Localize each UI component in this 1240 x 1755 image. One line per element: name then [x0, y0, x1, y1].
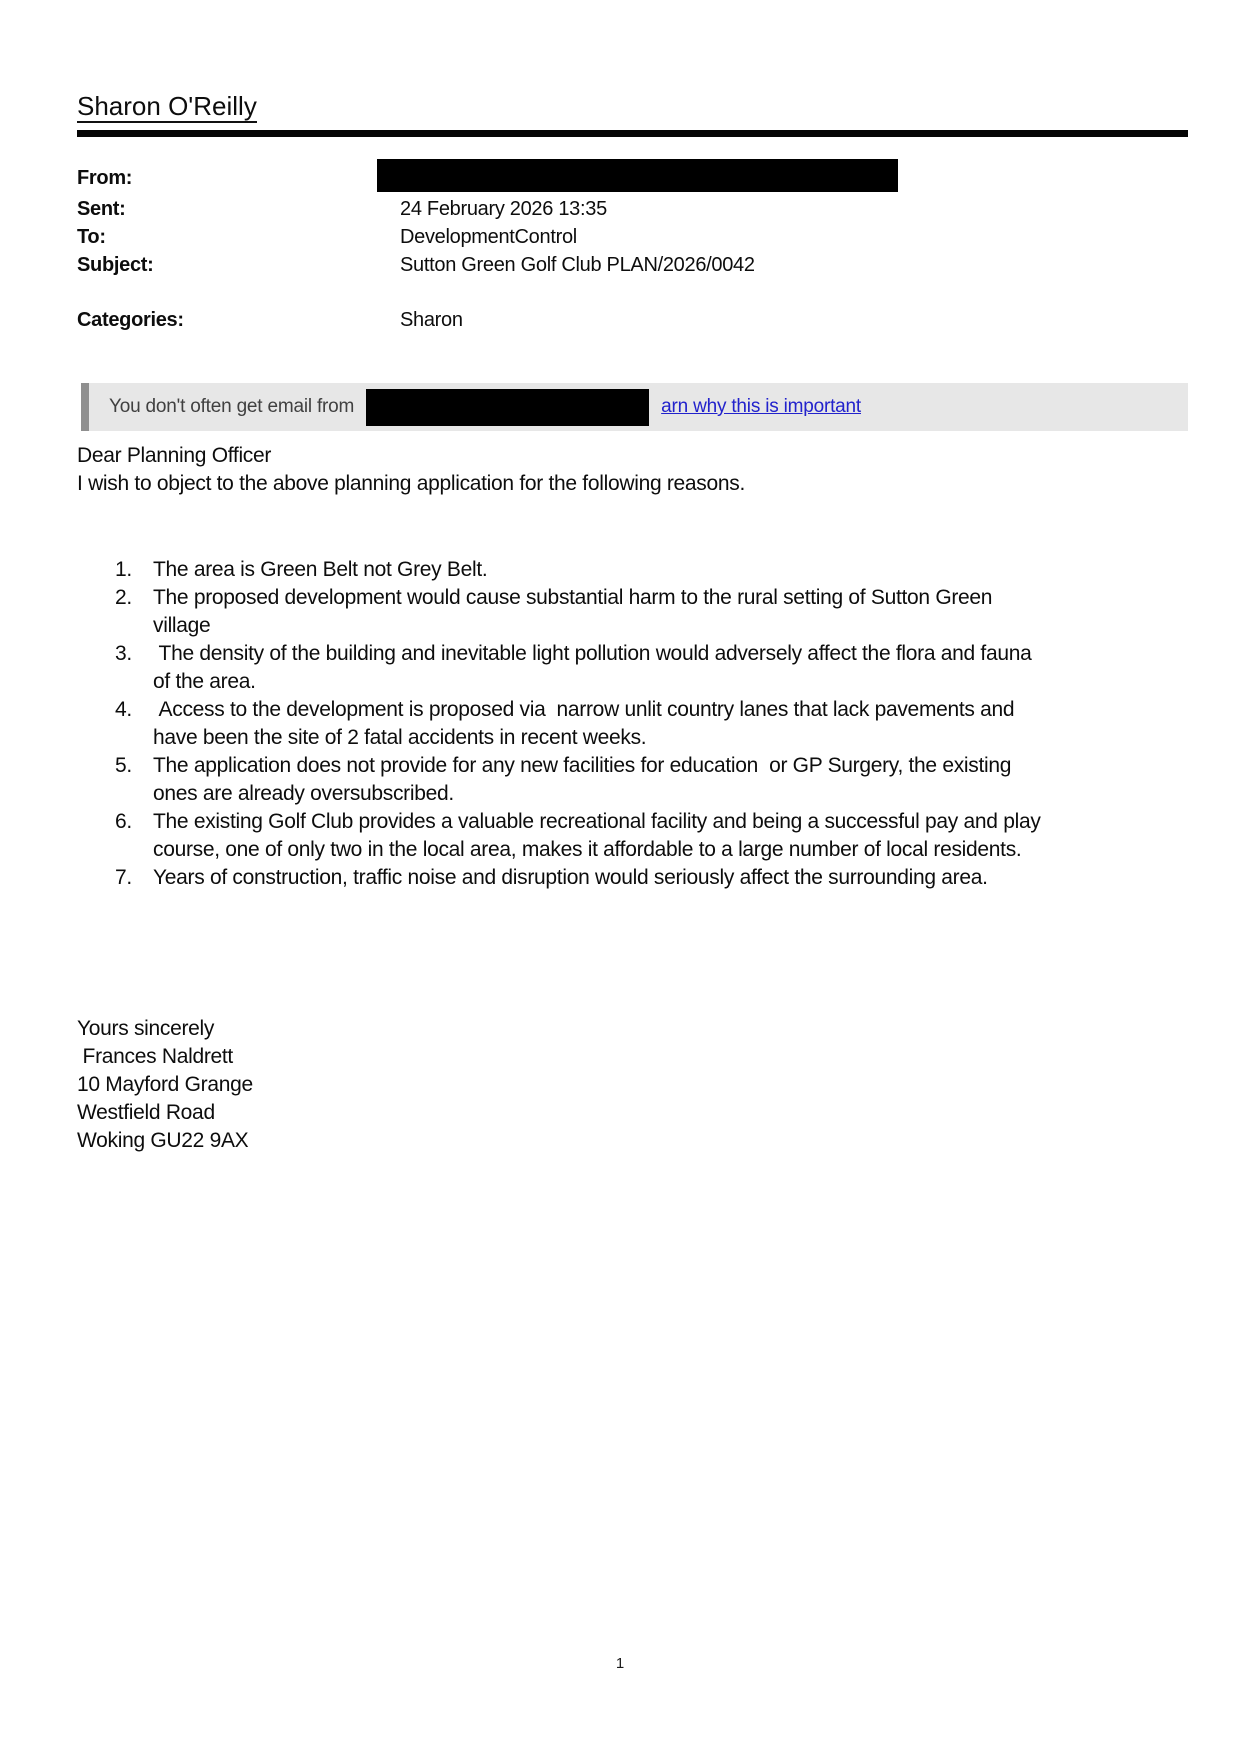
list-item — [77, 864, 1188, 892]
signature-line: Westfield Road — [77, 1101, 215, 1124]
from-row — [77, 161, 1188, 195]
signature-block — [77, 1015, 1188, 1155]
page-number: 1 — [615, 1655, 625, 1672]
list-item-text: Years of construction, traffic noise and disruption would seriously affect the surrounding area. — [153, 866, 988, 889]
redacted-from-address — [377, 159, 898, 192]
sent-row — [77, 195, 1188, 223]
to-value: DevelopmentControl — [400, 225, 577, 248]
sent-label: Sent: — [77, 197, 126, 220]
list-item-number: 3. — [115, 642, 132, 665]
to-label: To: — [77, 225, 106, 248]
learn-why-link[interactable]: arn why this is important — [661, 396, 861, 417]
greeting-line: Dear Planning Officer — [77, 444, 272, 467]
subject-row — [77, 251, 1188, 279]
external-sender-banner — [81, 383, 1188, 431]
header-divider — [77, 130, 1188, 137]
email-owner-heading — [77, 0, 1188, 123]
categories-row — [77, 306, 1188, 334]
list-item-number: 6. — [115, 810, 132, 833]
signature-line: Woking GU22 9AX — [77, 1129, 249, 1152]
page-title: Sharon O'Reilly — [77, 91, 257, 121]
from-value — [400, 159, 898, 198]
list-item-number: 5. — [115, 754, 132, 777]
list-item — [77, 752, 1188, 808]
signature-line: Frances Naldrett — [77, 1045, 233, 1068]
list-item — [77, 584, 1188, 640]
list-item-text: The existing Golf Club provides a valuable recreational facility and being a successful pay and play course, one of only two in the local area, makes it affordable to a large number of local residents. — [153, 810, 1041, 861]
list-item-number: 2. — [115, 586, 132, 609]
list-item — [77, 640, 1188, 696]
categories-label: Categories: — [77, 308, 184, 331]
redacted-sender-email — [366, 389, 649, 426]
to-row — [77, 223, 1188, 251]
banner-accent-bar — [81, 383, 89, 431]
list-item-text: The density of the building and inevitable light pollution would adversely affect the flora and fauna of the area. — [153, 642, 1032, 693]
list-item-number: 4. — [115, 698, 132, 721]
sent-value: 24 February 2026 13:35 — [400, 197, 607, 220]
list-item-text: The proposed development would cause substantial harm to the rural setting of Sutton Green village — [153, 586, 993, 637]
list-item — [77, 808, 1188, 864]
objection-list — [77, 556, 1188, 892]
banner-text: You don't often get email from — [109, 396, 355, 417]
list-item — [77, 556, 1188, 584]
banner-content — [89, 383, 861, 431]
signature-line: Yours sincerely — [77, 1017, 215, 1040]
list-item-text: Access to the development is proposed via narrow unlit country lanes that lack pavements and have been the site of 2 fatal accidents in recent weeks. — [153, 698, 1015, 749]
categories-value: Sharon — [400, 308, 463, 331]
list-item-text: The application does not provide for any new facilities for education or GP Surgery, the existing ones are already oversubscribed. — [153, 754, 1012, 805]
subject-value: Sutton Green Golf Club PLAN/2026/0042 — [400, 253, 755, 276]
list-item — [77, 696, 1188, 752]
email-header-fields — [77, 161, 1188, 334]
list-item-number: 7. — [115, 866, 132, 889]
from-label: From: — [77, 166, 133, 189]
intro-line: I wish to object to the above planning application for the following reasons. — [77, 472, 746, 495]
subject-label: Subject: — [77, 253, 154, 276]
list-item-number: 1. — [115, 558, 132, 581]
signature-line: 10 Mayford Grange — [77, 1073, 253, 1096]
list-item-text: The area is Green Belt not Grey Belt. — [153, 558, 488, 581]
